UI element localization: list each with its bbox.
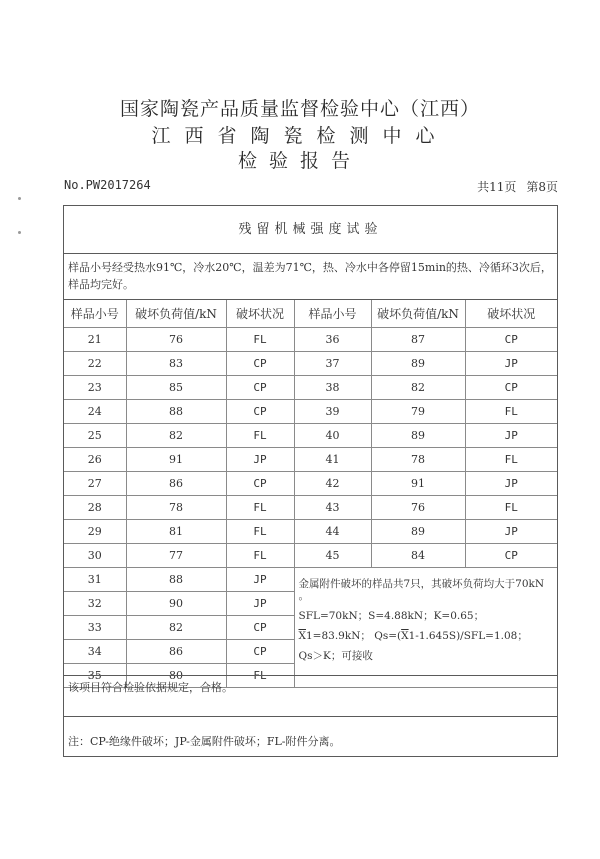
sample-no: 37 (294, 352, 371, 376)
failure-mode: JP (226, 592, 294, 616)
column-header: 破坏状况 (226, 300, 294, 328)
report-number: No.PW2017264 (64, 178, 151, 192)
failure-mode: CP (226, 352, 294, 376)
load-value: 86 (126, 472, 226, 496)
org-name-provincial: 江西省陶瓷检测中心 (151, 125, 449, 147)
column-header: 样品小号 (64, 300, 126, 328)
sample-no: 41 (294, 448, 371, 472)
sample-no: 44 (294, 520, 371, 544)
sample-no: 34 (64, 640, 126, 664)
mean-symbol: $\overline{X}$ (298, 630, 306, 642)
summary-line: 金属附件破坏的样品共7只，其破坏负荷均大于70kN (298, 578, 545, 590)
sample-no: 32 (64, 592, 126, 616)
table-row (64, 376, 557, 400)
load-value: 89 (371, 424, 465, 448)
section-title: 残留机械强度试验 (64, 206, 557, 254)
sample-no: 25 (64, 424, 126, 448)
failure-mode: FL (465, 400, 557, 424)
failure-mode: JP (226, 448, 294, 472)
sample-no: 23 (64, 376, 126, 400)
load-value: 91 (371, 472, 465, 496)
results-summary (294, 568, 557, 688)
failure-mode: CP (465, 544, 557, 568)
table-row (64, 520, 557, 544)
sample-no: 30 (64, 544, 126, 568)
sample-no: 27 (64, 472, 126, 496)
sample-no: 40 (294, 424, 371, 448)
load-value: 89 (371, 352, 465, 376)
legend-note: 注：CP-绝缘件破坏；JP-金属附件破坏；FL-附件分离。 (68, 735, 341, 748)
failure-mode: CP (226, 376, 294, 400)
summary-line: SFL=70kN；S=4.88kN；K=0.65； (298, 610, 485, 622)
sample-no: 36 (294, 328, 371, 352)
failure-mode: CP (226, 472, 294, 496)
failure-mode: FL (226, 424, 294, 448)
load-value: 81 (126, 520, 226, 544)
sample-no: 42 (294, 472, 371, 496)
sample-no: 29 (64, 520, 126, 544)
summary-line: $\overline{X}1=83.9kN$； $Qs=(\overline{X}1-1.645S)/SFL=1.08$； (298, 630, 528, 642)
load-value: 78 (371, 448, 465, 472)
org-name-national: 国家陶瓷产品质量监督检验中心（江西） (119, 98, 480, 120)
summary-line: 。 (298, 590, 309, 602)
table-row (64, 496, 557, 520)
failure-mode: JP (465, 424, 557, 448)
load-value: 90 (126, 592, 226, 616)
table-row (64, 568, 557, 592)
table-row (64, 424, 557, 448)
total-pages: 共11页 (477, 180, 517, 194)
failure-mode: JP (465, 520, 557, 544)
failure-mode: CP (226, 400, 294, 424)
failure-mode: JP (465, 352, 557, 376)
results-table (64, 300, 557, 688)
load-value: 82 (126, 424, 226, 448)
scan-speck (18, 231, 21, 234)
load-value: 78 (126, 496, 226, 520)
load-value: 82 (371, 376, 465, 400)
load-value: 77 (126, 544, 226, 568)
sample-no: 38 (294, 376, 371, 400)
failure-mode: FL (226, 664, 294, 688)
mean-symbol: $\overline{X}$ (401, 630, 409, 642)
sample-no: 35 (64, 664, 126, 688)
failure-mode: FL (226, 544, 294, 568)
failure-mode: JP (226, 568, 294, 592)
load-value: 85 (126, 376, 226, 400)
load-value: 88 (126, 568, 226, 592)
failure-mode: FL (226, 496, 294, 520)
sample-no: 39 (294, 400, 371, 424)
summary-line: Qs＞K；可接收 (298, 650, 373, 662)
failure-mode: FL (465, 448, 557, 472)
failure-mode: CP (465, 328, 557, 352)
load-value: 82 (126, 616, 226, 640)
current-page: 第8页 (526, 180, 558, 194)
failure-mode: FL (465, 496, 557, 520)
failure-mode: JP (465, 472, 557, 496)
table-row (64, 328, 557, 352)
report-frame (63, 205, 558, 757)
column-header: 破坏负荷值/kN (126, 300, 226, 328)
table-row (64, 544, 557, 568)
report-title: 检验报告 (237, 150, 362, 172)
load-value: 86 (126, 640, 226, 664)
column-header: 破坏负荷值/kN (371, 300, 465, 328)
conclusion: 该项目符合检验依据规定，合格。 (64, 675, 557, 717)
failure-mode: FL (226, 520, 294, 544)
failure-mode: CP (226, 640, 294, 664)
load-value: 80 (126, 664, 226, 688)
sample-no: 21 (64, 328, 126, 352)
sample-no: 22 (64, 352, 126, 376)
sample-no: 33 (64, 616, 126, 640)
load-value: 88 (126, 400, 226, 424)
table-row (64, 352, 557, 376)
table-header-row (64, 300, 557, 328)
test-condition: 样品小号经受热水91℃，冷水20℃，温差为71℃，热、冷水中各停留15min的热、冷循环3次后，样品均完好。 (64, 254, 557, 300)
load-value: 87 (371, 328, 465, 352)
failure-mode: FL (226, 328, 294, 352)
page-indicator (467, 178, 558, 195)
column-header: 样品小号 (294, 300, 371, 328)
sample-no: 31 (64, 568, 126, 592)
column-header: 破坏状况 (465, 300, 557, 328)
scan-speck (18, 197, 21, 200)
failure-mode: CP (465, 376, 557, 400)
sample-no: 45 (294, 544, 371, 568)
load-value: 76 (371, 496, 465, 520)
load-value: 83 (126, 352, 226, 376)
table-row (64, 472, 557, 496)
load-value: 91 (126, 448, 226, 472)
load-value: 89 (371, 520, 465, 544)
sample-no: 24 (64, 400, 126, 424)
failure-mode: CP (226, 616, 294, 640)
load-value: 76 (126, 328, 226, 352)
sample-no: 43 (294, 496, 371, 520)
load-value: 79 (371, 400, 465, 424)
table-row (64, 400, 557, 424)
sample-no: 28 (64, 496, 126, 520)
load-value: 84 (371, 544, 465, 568)
sample-no: 26 (64, 448, 126, 472)
table-row (64, 448, 557, 472)
